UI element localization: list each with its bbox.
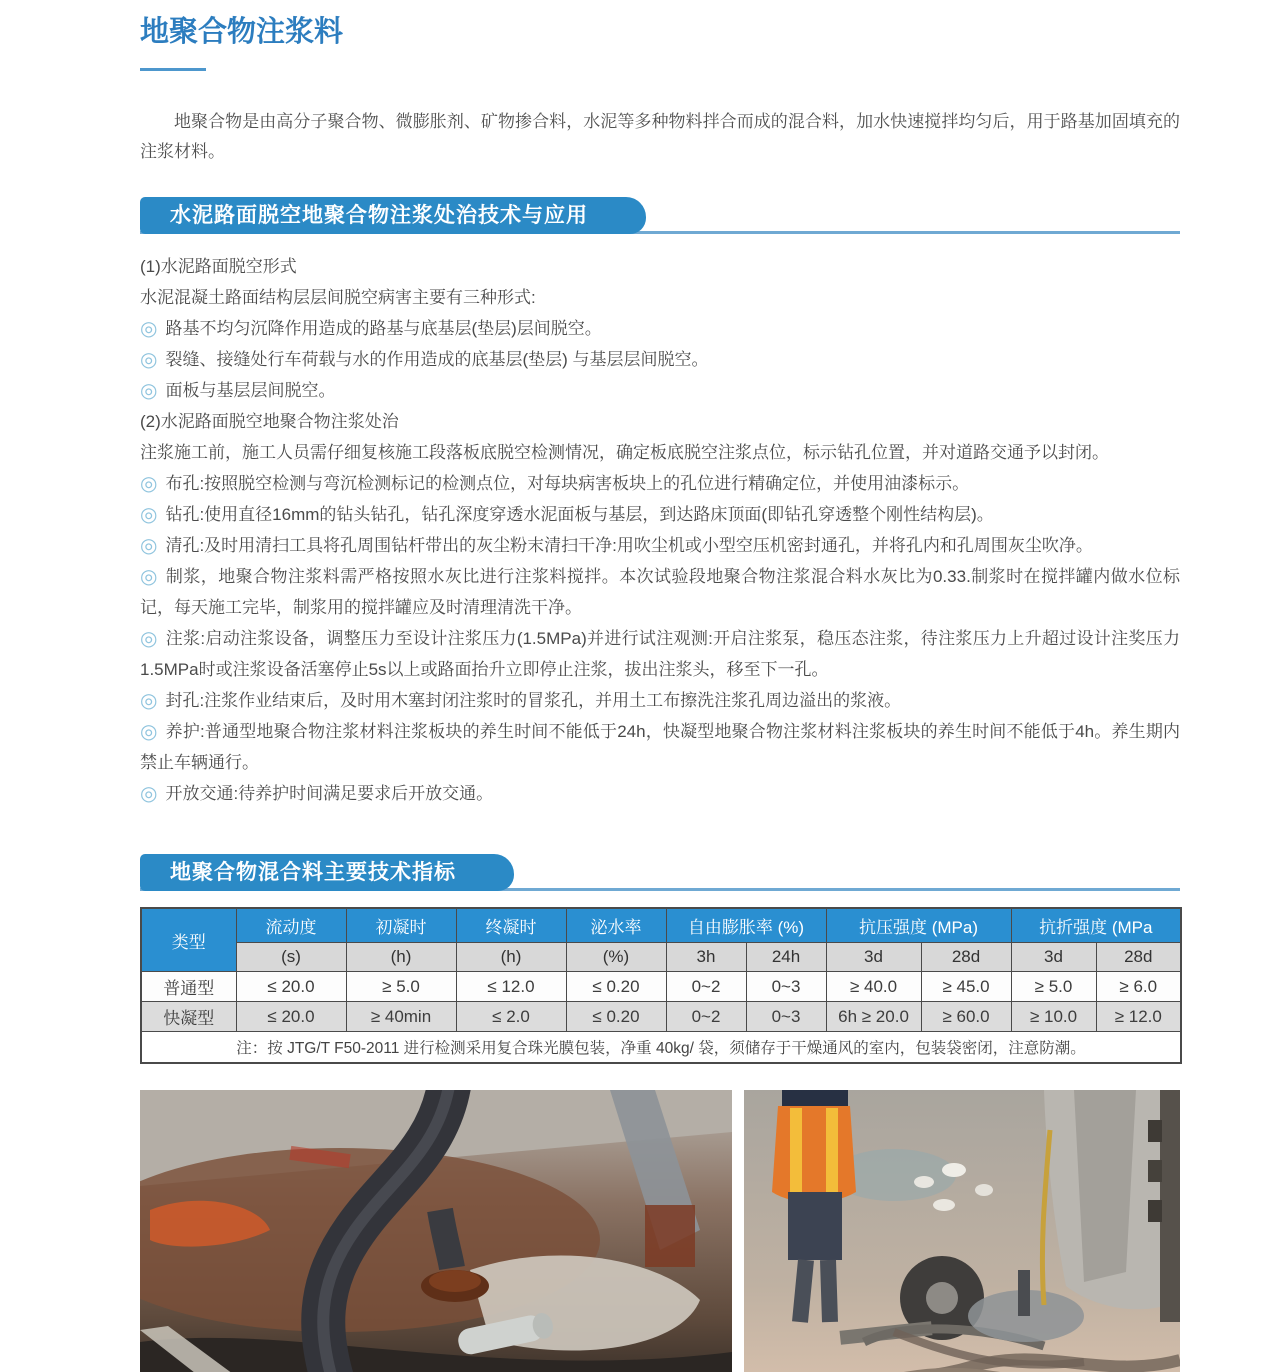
bullet-line	[140, 561, 1180, 623]
spec-table	[140, 907, 1182, 1064]
cell: ≤ 2.0	[456, 1002, 566, 1032]
cell: ≥ 45.0	[921, 972, 1011, 1002]
subheader: (%)	[566, 943, 666, 972]
row-type: 快凝型	[141, 1002, 236, 1032]
table-header-row-2	[141, 943, 1181, 972]
line-text: 布孔:按照脱空检测与弯沉检测标记的检测点位，对每块病害板块上的孔位进行精确定位，并使用油漆标示。	[165, 474, 970, 493]
header-initial-set: 初凝时	[346, 908, 456, 943]
line-text: 钻孔:使用直径16mm的钻头钻孔，钻孔深度穿透水泥面板与基层，到达路床顶面(即钻孔穿透整个刚性结构层)。	[165, 505, 994, 524]
line-text: 养护:普通型地聚合物注浆材料注浆板块的养生时间不能低于24h，快凝型地聚合物注浆材料注浆板块的养生时间不能低于4h。养生期内禁止车辆通行。	[140, 722, 1181, 772]
header-bleeding-rate: 泌水率	[566, 908, 666, 943]
ring-bullet-icon: ◎	[140, 535, 158, 557]
line-text: 面板与基层层间脱空。	[165, 381, 336, 400]
section-process-banner-row	[140, 197, 1180, 234]
ring-bullet-icon: ◎	[140, 566, 158, 588]
cell: ≤ 12.0	[456, 972, 566, 1002]
page-title: 地聚合物注浆料	[140, 16, 344, 48]
header-flexural-strength: 抗折强度 (MPa	[1011, 908, 1181, 943]
ring-bullet-icon: ◎	[140, 349, 158, 371]
section-specs-banner-row	[140, 854, 1180, 891]
line-text: 路基不均匀沉降作用造成的路基与底基层(垫层)层间脱空。	[165, 319, 602, 338]
text-line	[140, 437, 1180, 468]
ring-bullet-icon: ◎	[140, 380, 158, 402]
text-line	[140, 406, 1180, 437]
line-text: 清孔:及时用清扫工具将孔周围钻杆带出的灰尘粉末清扫干净:用吹尘机或小型空压机密封通孔，并将孔内和孔周围灰尘吹净。	[165, 536, 1093, 555]
section-process-banner: 水泥路面脱空地聚合物注浆处治技术与应用	[140, 197, 646, 234]
ring-bullet-icon: ◎	[140, 690, 158, 712]
line-text: 封孔:注浆作业结束后，及时用木塞封闭注浆时的冒浆孔，并用土工布擦洗注浆孔周边溢出的浆液。	[165, 691, 902, 710]
bullet-line	[140, 313, 1180, 344]
ring-bullet-icon: ◎	[140, 318, 158, 340]
cell: ≥ 12.0	[1096, 1002, 1181, 1032]
subheader: 3d	[826, 943, 921, 972]
header-fluidity: 流动度	[236, 908, 346, 943]
title-underline	[140, 68, 206, 71]
bullet-line	[140, 685, 1180, 716]
cell: ≤ 0.20	[566, 1002, 666, 1032]
subheader: (s)	[236, 943, 346, 972]
cell: 0~3	[746, 1002, 826, 1032]
subheader: (h)	[456, 943, 566, 972]
bullet-line	[140, 344, 1180, 375]
cell: 0~2	[666, 972, 746, 1002]
header-free-expansion: 自由膨胀率 (%)	[666, 908, 826, 943]
row-type: 普通型	[141, 972, 236, 1002]
line-text: 水泥混凝土路面结构层层间脱空病害主要有三种形式:	[140, 288, 536, 307]
ring-bullet-icon: ◎	[140, 721, 158, 743]
bullet-line	[140, 623, 1180, 685]
spec-table-wrapper	[140, 907, 1180, 1064]
table-row-rapid	[141, 1002, 1181, 1032]
header-compressive-strength: 抗压强度 (MPa)	[826, 908, 1011, 943]
cell: ≤ 20.0	[236, 1002, 346, 1032]
table-note-row	[141, 1032, 1181, 1064]
header-type: 类型	[141, 908, 236, 972]
cell: ≥ 60.0	[921, 1002, 1011, 1032]
photo-right-illustration	[744, 1090, 1180, 1372]
table-note: 注：按 JTG/T F50-2011 进行检测采用复合珠光膜包装，净重 40kg/ 袋，须储存于干燥通风的室内，包装袋密闭，注意防潮。	[141, 1032, 1181, 1064]
subheader: 24h	[746, 943, 826, 972]
cell: 6h ≥ 20.0	[826, 1002, 921, 1032]
bullet-line	[140, 468, 1180, 499]
photo-row	[140, 1090, 1180, 1372]
cell: ≤ 20.0	[236, 972, 346, 1002]
bullet-line	[140, 716, 1180, 778]
cell: 0~3	[746, 972, 826, 1002]
section-process-content	[140, 251, 1180, 809]
line-text: (1)水泥路面脱空形式	[140, 257, 297, 276]
photo-grout-hose-on-repaired-pavement	[140, 1090, 732, 1372]
text-line	[140, 282, 1180, 313]
cell: ≥ 5.0	[346, 972, 456, 1002]
ring-bullet-icon: ◎	[140, 473, 158, 495]
ring-bullet-icon: ◎	[140, 628, 158, 650]
cell: ≥ 5.0	[1011, 972, 1096, 1002]
cell: ≥ 10.0	[1011, 1002, 1096, 1032]
subheader: 3d	[1011, 943, 1096, 972]
section-specs-banner: 地聚合物混合料主要技术指标	[140, 854, 514, 891]
subheader: 28d	[921, 943, 1011, 972]
ring-bullet-icon: ◎	[140, 504, 158, 526]
photo-left-illustration	[140, 1090, 732, 1372]
cell: ≥ 6.0	[1096, 972, 1181, 1002]
intro-paragraph: 地聚合物是由高分子聚合物、微膨胀剂、矿物掺合料，水泥等多种物料拌合而成的混合料，加水快速搅拌均匀后，用于路基加固填充的注浆材料。	[140, 112, 1180, 161]
cell: ≥ 40min	[346, 1002, 456, 1032]
ring-bullet-icon: ◎	[140, 783, 158, 805]
photo-worker-with-grouting-equipment	[744, 1090, 1180, 1372]
line-text: 裂缝、接缝处行车荷载与水的作用造成的底基层(垫层) 与基层层间脱空。	[165, 350, 709, 369]
bullet-line	[140, 778, 1180, 809]
cell: ≥ 40.0	[826, 972, 921, 1002]
line-text: 注浆施工前，施工人员需仔细复核施工段落板底脱空检测情况，确定板底脱空注浆点位，标示钻孔位置，并对道路交通予以封闭。	[140, 443, 1109, 462]
bullet-line	[140, 499, 1180, 530]
header-final-set: 终凝时	[456, 908, 566, 943]
subheader: 3h	[666, 943, 746, 972]
table-row-ordinary	[141, 972, 1181, 1002]
line-text: 开放交通:待养护时间满足要求后开放交通。	[165, 784, 494, 803]
table-header-row-1	[141, 908, 1181, 943]
line-text: (2)水泥路面脱空地聚合物注浆处治	[140, 412, 399, 431]
bullet-line	[140, 530, 1180, 561]
bullet-line	[140, 375, 1180, 406]
cell: ≤ 0.20	[566, 972, 666, 1002]
text-line	[140, 251, 1180, 282]
line-text: 注浆:启动注浆设备，调整压力至设计注浆压力(1.5MPa)并进行试注观测:开启注浆泵，稳压态注浆，待注浆压力上升超过设计注奖压力1.5MPa时或注浆设备活塞停止5s以上或路面抬升立即停止注浆，拔出注浆头，移至下一孔。	[140, 629, 1181, 679]
subheader: (h)	[346, 943, 456, 972]
line-text: 制浆，地聚合物注浆料需严格按照水灰比进行注浆料搅拌。本次试验段地聚合物注浆混合料水灰比为0.33.制浆时在搅拌罐内做水位标记，每天施工完毕，制浆用的搅拌罐应及时清理清洗干净。	[140, 567, 1180, 617]
subheader: 28d	[1096, 943, 1181, 972]
cell: 0~2	[666, 1002, 746, 1032]
